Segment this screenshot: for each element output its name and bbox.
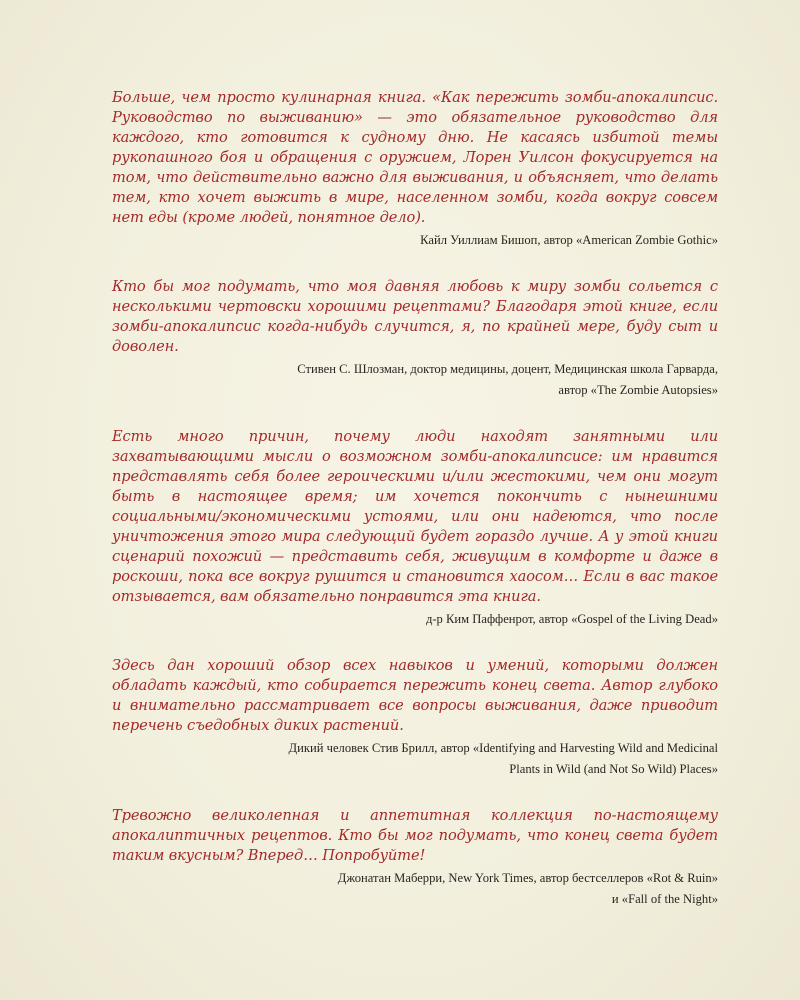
blurb-quote: Здесь дан хороший обзор всех навыков и умений, которыми должен обладать каждый, кто собирается пережить конец света. Автор глубоко и внимательно рассматривает все вопросы выживания, даже приводит перечень съедобных диких растений. xyxy=(112,657,718,734)
blurb-maberry xyxy=(112,806,718,910)
blurb-column xyxy=(112,88,718,936)
attribution-line: Кайл Уиллиам Бишоп, автор «American Zombie Gothic» xyxy=(420,233,718,247)
blurb-quote: Тревожно великолепная и аппетитная коллекция по-настоящему апокалиптичных рецептов. Кто бы мог подумать, что конец света будет таким вкусным? Вперед… Попробуйте! xyxy=(112,807,718,864)
blurb-attribution xyxy=(112,738,718,780)
blurb-schlozman xyxy=(112,277,718,401)
blurb-quote: Кто бы мог подумать, что моя давняя любовь к миру зомби сольется с несколькими чертовски хорошими рецептами? Благодаря этой книге, если зомби-апокалипсис когда-нибудь случится, я, по крайней мере, буду сыт и доволен. xyxy=(112,278,718,355)
attribution-line: Plants in Wild (and Not So Wild) Places» xyxy=(509,762,718,776)
attribution-line: Джонатан Маберри, New York Times, автор бестселлеров «Rot & Ruin» xyxy=(337,871,718,885)
blurb-attribution xyxy=(112,230,718,251)
blurb-paffenroth xyxy=(112,427,718,630)
attribution-line: и «Fall of the Night» xyxy=(611,892,718,906)
blurb-brill xyxy=(112,656,718,780)
blurb-attribution xyxy=(112,868,718,910)
attribution-line: д-р Ким Паффенрот, автор «Gospel of the Living Dead» xyxy=(425,612,718,626)
attribution-line: автор «The Zombie Autopsies» xyxy=(558,383,718,397)
blurb-quote: Есть много причин, почему люди находят занятными или захватывающими мысли о возможном зомби-апокалипсисе: им нравится представлять себя более героическими и/или жестокими, чем они могут быть в настоящее время; им хочется покончить с нынешними социальными/экономическими устоями, или они надеются, что после уничтожения этого мира следующий будет гораздо лучше. А у этой книги сценарий похожий — представить себя, живущим в комфорте и даже в роскоши, пока все вокруг рушится и становится хаосом… Если в вас такое отзывается, вам обязательно понравится эта книга. xyxy=(112,428,718,605)
blurb-attribution xyxy=(112,359,718,401)
attribution-line: Дикий человек Стив Брилл, автор «Identifying and Harvesting Wild and Medicinal xyxy=(288,741,718,755)
blurb-bishop xyxy=(112,88,718,251)
attribution-line: Стивен С. Шлозман, доктор медицины, доцент, Медицинская школа Гарварда, xyxy=(297,362,718,376)
blurb-attribution xyxy=(112,609,718,630)
blurb-quote: Больше, чем просто кулинарная книга. «Как пережить зомби-апокалипсис. Руководство по выживанию» — это обязательное руководство для каждого, кто готовится к судному дню. Не касаясь избитой темы рукопашного боя и обращения с оружием, Лорен Уилсон фокусируется на том, что действительно важно для выживания, и объясняет, что делать тем, кто хочет выжить в мире, населенном зомби, когда вокруг совсем нет еды (кроме людей, понятное дело). xyxy=(112,89,718,226)
